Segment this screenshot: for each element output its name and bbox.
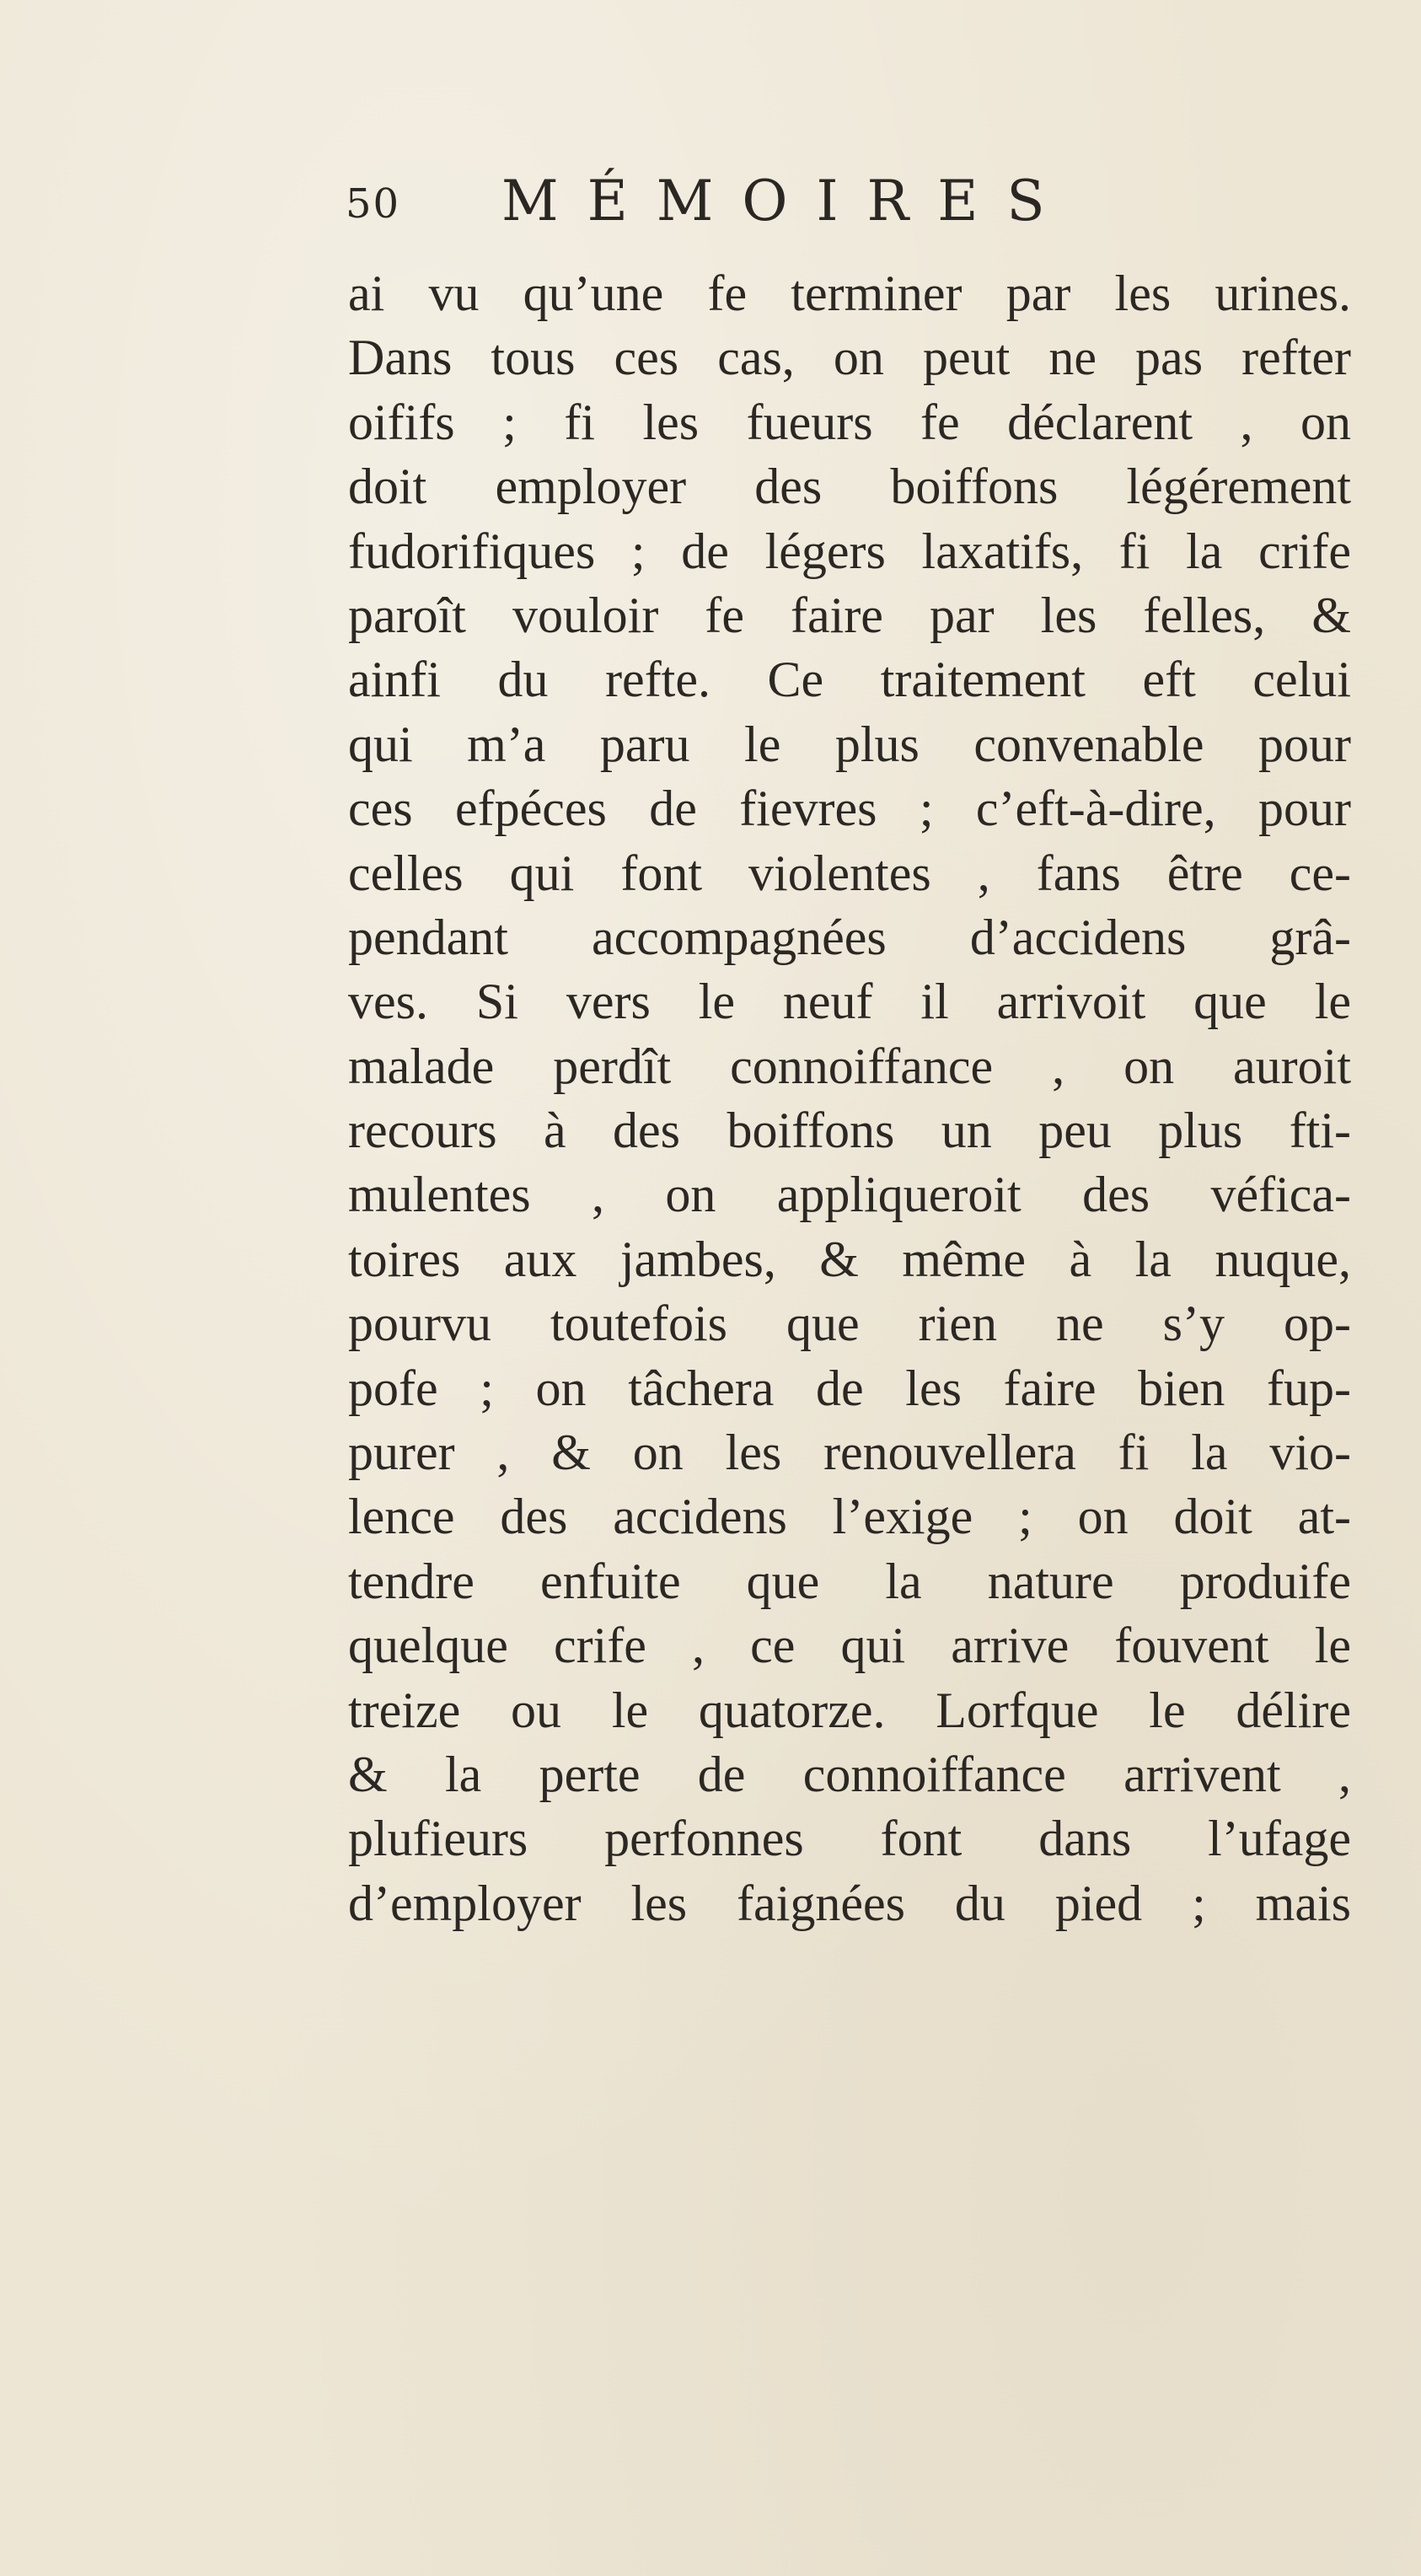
text-line: ves. Si vers le neuf il arrivoit que le — [348, 974, 1351, 1030]
text-line: ai vu qu’une fe terminer par les urines. — [348, 266, 1351, 321]
text-line: doit employer des boiffons légérement — [348, 459, 1351, 515]
text-line: recours à des boiffons un peu plus fti- — [348, 1103, 1351, 1159]
text-line: Dans tous ces cas, on peut ne pas refter — [348, 330, 1351, 386]
text-line: qui m’a paru le plus convenable pour — [348, 716, 1351, 772]
text-line: & la perte de connoiffance arrivent , — [348, 1746, 1351, 1802]
text-line: purer , & on les renouvellera fi la vio- — [348, 1425, 1351, 1481]
text-line: malade perdît connoiffance , on auroit — [348, 1038, 1351, 1094]
text-line: celles qui font violentes , fans être ce- — [348, 845, 1351, 901]
text-line: plufieurs perfonnes font dans l’ufage — [348, 1811, 1351, 1867]
text-line: pourvu toutefois que rien ne s’y op- — [348, 1296, 1351, 1352]
text-line: quelque crife , ce qui arrive fouvent le — [348, 1618, 1351, 1674]
text-line: lence des accidens l’exige ; on doit at- — [348, 1489, 1351, 1545]
text-line: d’employer les faignées du pied ; mais — [348, 1875, 1351, 1931]
text-line: oififs ; fi les fueurs fe déclarent , on — [348, 394, 1351, 450]
text-line: tendre enfuite que la nature produife — [348, 1553, 1351, 1609]
text-line: pofe ; on tâchera de les faire bien fup- — [348, 1360, 1351, 1416]
body-text — [348, 261, 1351, 1935]
running-title: MÉMOIRES — [501, 169, 1074, 233]
text-line: mulentes , on appliqueroit des véfica- — [348, 1167, 1351, 1223]
page-number: 50 — [346, 180, 401, 228]
text-line: ces efpéces de fievres ; c’eft-à-dire, pour — [348, 781, 1351, 837]
text-line: ainfi du refte. Ce traitement eft celui — [348, 652, 1351, 708]
text-line: pendant accompagnées d’accidens grâ- — [348, 909, 1351, 965]
text-line: treize ou le quatorze. Lorfque le délire — [348, 1682, 1351, 1738]
text-line: paroît vouloir fe faire par les felles, & — [348, 587, 1351, 643]
text-line: toires aux jambes, & même à la nuque, — [348, 1231, 1351, 1287]
text-line: fudorifiques ; de légers laxatifs, fi la crife — [348, 523, 1351, 579]
